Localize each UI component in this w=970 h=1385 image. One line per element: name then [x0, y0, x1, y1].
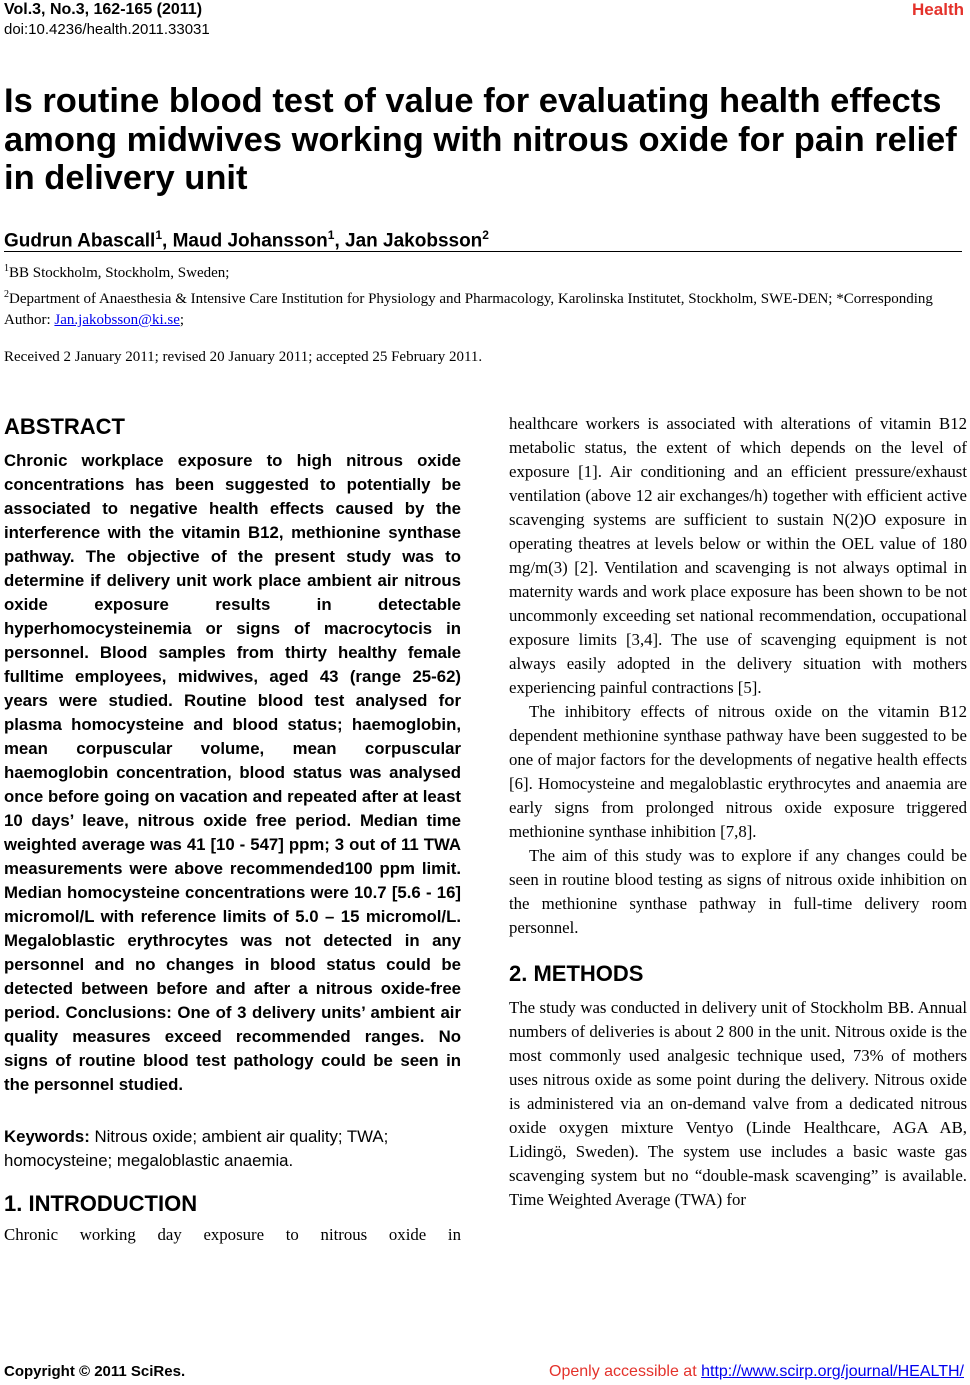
abstract-heading: ABSTRACT	[4, 414, 125, 439]
abstract-text: Chronic workplace exposure to high nitrous oxide concentrations has been suggested to potentially be associated to negative health effects caused by the interference with the vitamin B12, methionine synthase pathway. The objective of the present study was to determine if delivery unit work place ambient air nitrous oxide exposure results in detectable hyperhomocysteinemia or signs of macrocytocis in personnel. Blood samples from thirty healthy female fulltime employees, midwives, aged 43 (range 25-62) years were studied. Routine blood test analysed for plasma homocysteine and blood status; haemoglobin, mean corpuscular volume, mean corpuscular haemoglobin concentration, blood status was analysed once before going on vacation and repeated after at least 10 days’ leave, nitrous oxide free period. Median time weighted average was 41 [10 - 547] ppm; 3 out of 11 TWA measurements were above recommended100 ppm limit. Median homocysteine concentrations were 10.7 [5.6 - 16] micromol/L with reference limits of 5.0 – 15 micromol/L. Megaloblastic erythrocytes was not detected in any personnel and no changes in blood status could be detected between before and after a nitrous oxide-free period. Conclusions: One of 3 delivery units’ ambient air quality measures exceed recommended ranges. No signs of routine blood test pathology could be seen in the personnel studied.	[4, 451, 461, 1094]
affiliation-end: ;	[179, 312, 185, 328]
paper-title: Is routine blood test of value for evaluating health effects among midwives working with nitrous oxide for pain relief in delivery unit	[4, 82, 957, 197]
corresponding-email-link[interactable]: Jan.jakobsson@ki.se	[54, 312, 180, 328]
author-separator: ,	[334, 230, 346, 252]
header-divider	[4, 251, 962, 252]
introduction-heading: 1. INTRODUCTION	[4, 1191, 198, 1216]
author-name: Gudrun Abascall	[4, 230, 156, 252]
author-affiliation-marker: 2	[482, 228, 489, 242]
introduction-paragraph-continued: healthcare workers is associated with alterations of vitamin B12 metabolic status, the extent of which depends on the level of exposure [1]. Air conditioning and an efficient pressure/exhaust ventilation (above 12 air exchanges/h) together with efficient active scavenging systems are sufficient to sustain N(2)O exposure in operating theatres at levels below or within the OEL value of 180 mg/m(3) [2]. Ventilation and scavenging is not always optimal in maternity wards and work place exposure has been shown to be not uncommonly exceeding set national recommendation, occupational exposure limits [3,4]. The use of scavenging equipment is not always easily adopted in the delivery situation with mothers experiencing painful contractions [5].	[509, 414, 967, 697]
right-column	[509, 412, 967, 1212]
affiliation-1	[4, 258, 966, 284]
affiliation-marker: 2	[4, 289, 9, 300]
author-list	[4, 222, 489, 254]
author-affiliation-marker: 1	[155, 228, 163, 242]
open-access-prefix: Openly accessible at	[549, 1363, 702, 1380]
methods-paragraph: The study was conducted in delivery unit of Stockholm BB. Annual numbers of deliveries is about 2 800 in the unit. Nitrous oxide is the most commonly used analgesic technique used, 73% of mothers uses nitrous oxide as some point during the delivery. Nitrous oxide is administered via an on-demand valve from a dedicated nitrous oxide oxygen mixture Ventyo (Linde Healthcare, AGA AB, Lidingö, Sweden). The system use includes a basic waste gas scavenging system but no “double-mask scavenging” is available. Time Weighted Average (TWA) for	[509, 998, 967, 1209]
journal-url-link[interactable]: http://www.scirp.org/journal/HEALTH/	[701, 1363, 964, 1380]
author-separator: ,	[162, 230, 173, 252]
affiliation-2	[4, 284, 966, 331]
introduction-paragraph-start: Chronic working day exposure to nitrous oxide in	[4, 1225, 461, 1244]
doi: doi:10.4236/health.2011.33031	[4, 21, 210, 38]
introduction-paragraph: The aim of this study was to explore if any changes could be seen in routine blood testing as signs of nitrous oxide inhibition on the methionine synthase pathway in full-time delivery room personnel.	[509, 846, 967, 937]
affiliation-text: BB Stockholm, Stockholm, Sweden;	[9, 265, 230, 281]
keywords-label: Keywords:	[4, 1127, 90, 1146]
affiliations	[4, 258, 966, 331]
methods-heading: 2. METHODS	[509, 961, 644, 986]
journal-info	[4, 0, 210, 40]
author-affiliation-marker: 1	[327, 228, 335, 242]
affiliation-marker: 1	[4, 263, 9, 274]
received-dates: Received 2 January 2011; revised 20 January 2011; accepted 25 February 2011.	[4, 349, 483, 365]
journal-volume: Vol.3, No.3, 162-165 (2011)	[4, 1, 203, 18]
journal-section: Health	[912, 0, 964, 19]
left-column	[4, 412, 461, 1247]
author-name: Jan Jakobsson	[345, 230, 483, 252]
introduction-paragraph: The inhibitory effects of nitrous oxide on the vitamin B12 dependent methionine synthase pathway have been suggested to be one of major factors for the developments of negative health effects [6]. Homocysteine and megaloblastic erythrocytes and anaemia are early signs from prolonged nitrous oxide exposure triggered methionine synthase inhibition [7,8].	[509, 702, 967, 841]
open-access-note	[549, 1362, 964, 1382]
copyright: Copyright © 2011 SciRes.	[4, 1363, 186, 1380]
keywords-text: Nitrous oxide; ambient air quality; TWA; homocysteine; megaloblastic anaemia.	[4, 1127, 389, 1170]
affiliation-text: Department of Anaesthesia & Intensive Care Institution for Physiology and Pharmacology, Karolinska Institutet, Stockholm, SWE-DEN; *Corresponding Author:	[4, 291, 933, 328]
author-name: Maud Johansson	[172, 230, 328, 252]
keywords	[4, 1125, 461, 1173]
